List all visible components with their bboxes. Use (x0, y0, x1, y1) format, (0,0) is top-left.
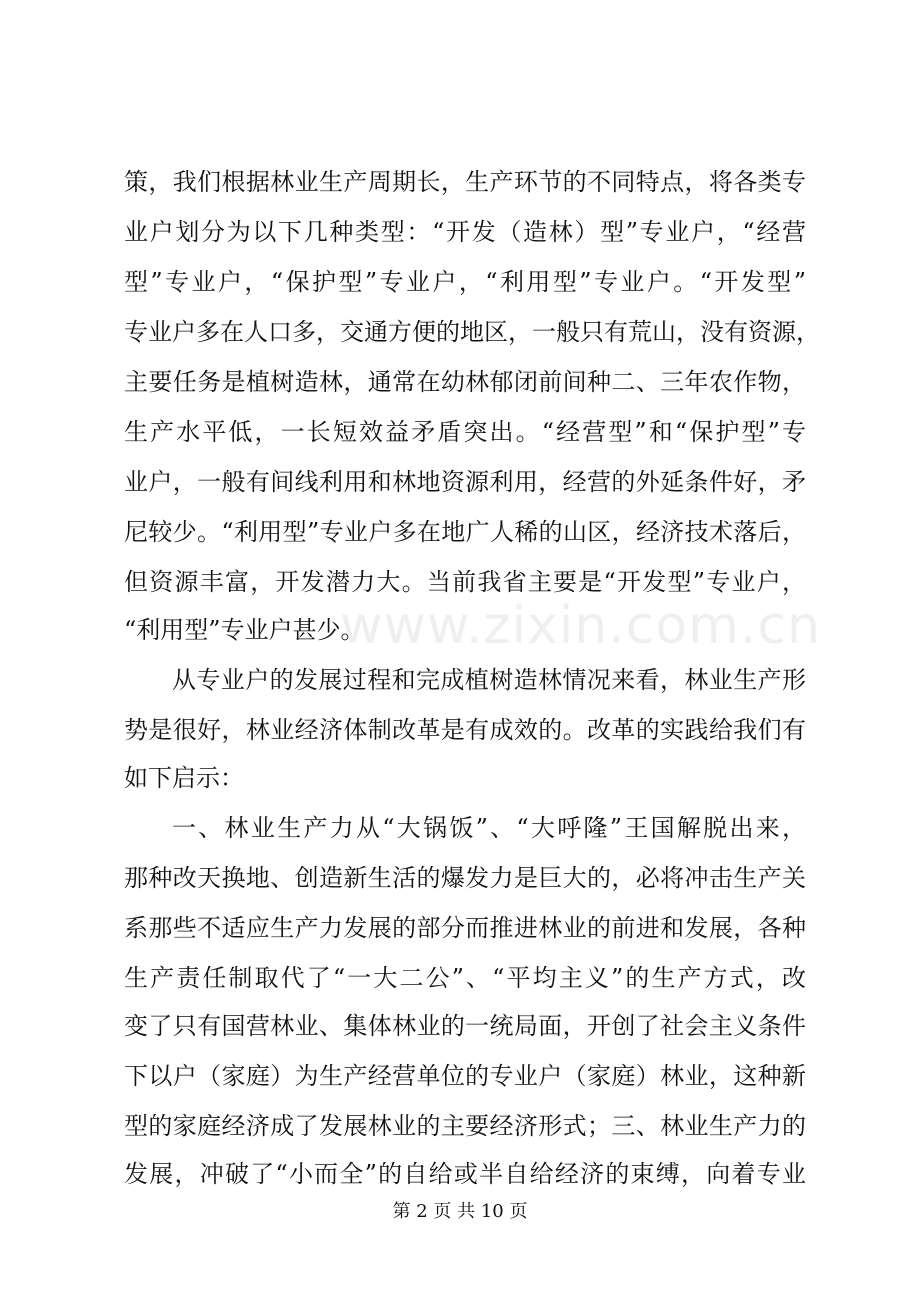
text-line: 一、林业生产力从“大锅饭”、“大呼隆”王国解脱出来， (172, 814, 806, 842)
page-number-footer: 第 2 页 共 10 页 (392, 1201, 528, 1222)
text-line: 型的家庭经济成了发展林业的主要经济形式；三、林业生产力的 (124, 1112, 806, 1140)
text-line: 系那些不适应生产力发展的部分而推进林业的前进和发展，各种 (124, 914, 806, 942)
text-line: 从专业户的发展过程和完成植树造林情况来看，林业生产形 (172, 666, 806, 694)
text-line: 业户，一般有间线利用和林地资源利用，经营的外延条件好，矛 (124, 468, 806, 496)
text-line: 专业户多在人口多，交通方便的地区，一般只有荒山，没有资源， (124, 318, 820, 346)
text-line: 那种改天换地、创造新生活的爆发力是巨大的，必将冲击生产关 (124, 864, 806, 892)
text-line: “利用型”专业户甚少。 (124, 616, 365, 644)
text-line: 型”专业户，“保护型”专业户，“利用型”专业户。“开发型” (124, 268, 806, 296)
watermark: www.zixin.com.cn (340, 596, 821, 656)
text-line: 变了只有国营林业、集体林业的一统局面，开创了社会主义条件 (124, 1012, 806, 1040)
text-line: 如下启示： (124, 764, 244, 792)
text-line: 但资源丰富，开发潜力大。当前我省主要是“开发型”专业户， (124, 568, 806, 596)
text-line: 业户划分为以下几种类型：“开发（造林）型”专业户，“经营 (124, 218, 806, 246)
text-line: 势是很好，林业经济体制改革是有成效的。改革的实践给我们有 (124, 716, 806, 744)
text-line: 生产水平低，一长短效益矛盾突出。“经营型”和“保护型”专 (124, 418, 806, 446)
text-line: 发展，冲破了“小而全”的自给或半自给经济的束缚，向着专业 (124, 1160, 806, 1188)
text-line: 策，我们根据林业生产周期长，生产环节的不同特点，将各类专 (124, 168, 806, 196)
text-line: 生产责任制取代了“一大二公”、“平均主义”的生产方式，改 (124, 964, 806, 992)
text-line: 主要任务是植树造林，通常在幼林郁闭前间种二、三年农作物， (124, 368, 806, 396)
text-line: 尼较少。“利用型”专业户多在地广人稀的山区，经济技术落后， (124, 518, 806, 546)
text-line: 下以户（家庭）为生产经营单位的专业户（家庭）林业，这种新 (124, 1062, 806, 1090)
